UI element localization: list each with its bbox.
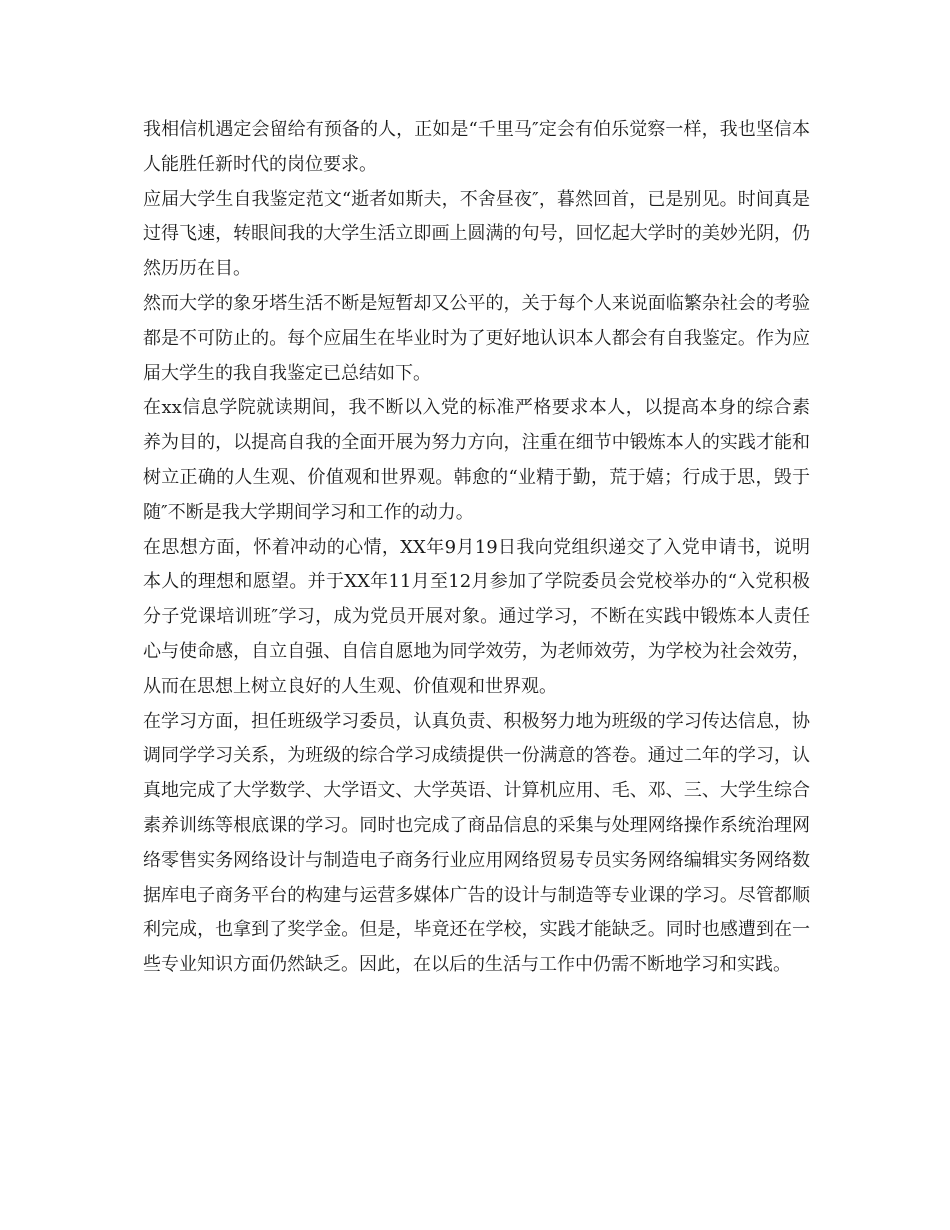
paragraph-1: 我相信机遇定会留给有预备的人，正如是“千里马″定会有伯乐觉察一样，我也坚信本人能胜任新时代的岗位要求。	[143, 119, 810, 175]
paragraph-4: 在xx信息学院就读期间，我不断以入党的标准严格要求本人，以提高本身的综合素养为目的，以提高自我的全面开展为努力方向，注重在细节中锻炼本人的实践才能和树立正确的人生观、价值观和世界观。韩愈的“业精于勤，荒于嬉；行成于思，毁于随″不断是我大学期间学习和工作的动力。	[143, 397, 810, 523]
paragraph-2: 应届大学生自我鉴定范文“逝者如斯夫，不舍昼夜″，暮然回首，已是别见。时间真是过得飞速，转眼间我的大学生活立即画上圆满的句号，回忆起大学时的美妙光阴，仍然历历在目。	[143, 188, 810, 280]
paragraph-3: 然而大学的象牙塔生活不断是短暂却又公平的，关于每个人来说面临繁杂社会的考验都是不可防止的。每个应届生在毕业时为了更好地认识本人都会有自我鉴定。作为应届大学生的我自我鉴定已总结如下。	[143, 292, 810, 384]
document-body	[143, 113, 810, 983]
paragraph-5: 在思想方面，怀着冲动的心情，XX年9月19日我向党组织递交了入党申请书，说明本人的理想和愿望。并于XX年11月至12月参加了学院委员会党校举办的“入党积极分子党课培训班″学习，成为党员开展对象。通过学习，不断在实践中锻炼本人责任心与使命感，自立自强、自信自愿地为同学效劳，为老师效劳，为学校为社会效劳，从而在思想上树立良好的人生观、价值观和世界观。	[143, 536, 810, 697]
paragraph-6: 在学习方面，担任班级学习委员，认真负责、积极努力地为班级的学习传达信息，协调同学学习关系，为班级的综合学习成绩提供一份满意的答卷。通过二年的学习，认真地完成了大学数学、大学语文、大学英语、计算机应用、毛、邓、三、大学生综合素养训练等根底课的学习。同时也完成了商品信息的采集与处理网络操作系统治理网络零售实务网络设计与制造电子商务行业应用网络贸易专员实务网络编辑实务网络数据库电子商务平台的构建与运营多媒体广告的设计与制造等专业课的学习。尽管都顺利完成，也拿到了奖学金。但是，毕竟还在学校，实践才能缺乏。同时也感遭到在一些专业知识方面仍然缺乏。因此，在以后的生活与工作中仍需不断地学习和实践。	[143, 710, 810, 976]
